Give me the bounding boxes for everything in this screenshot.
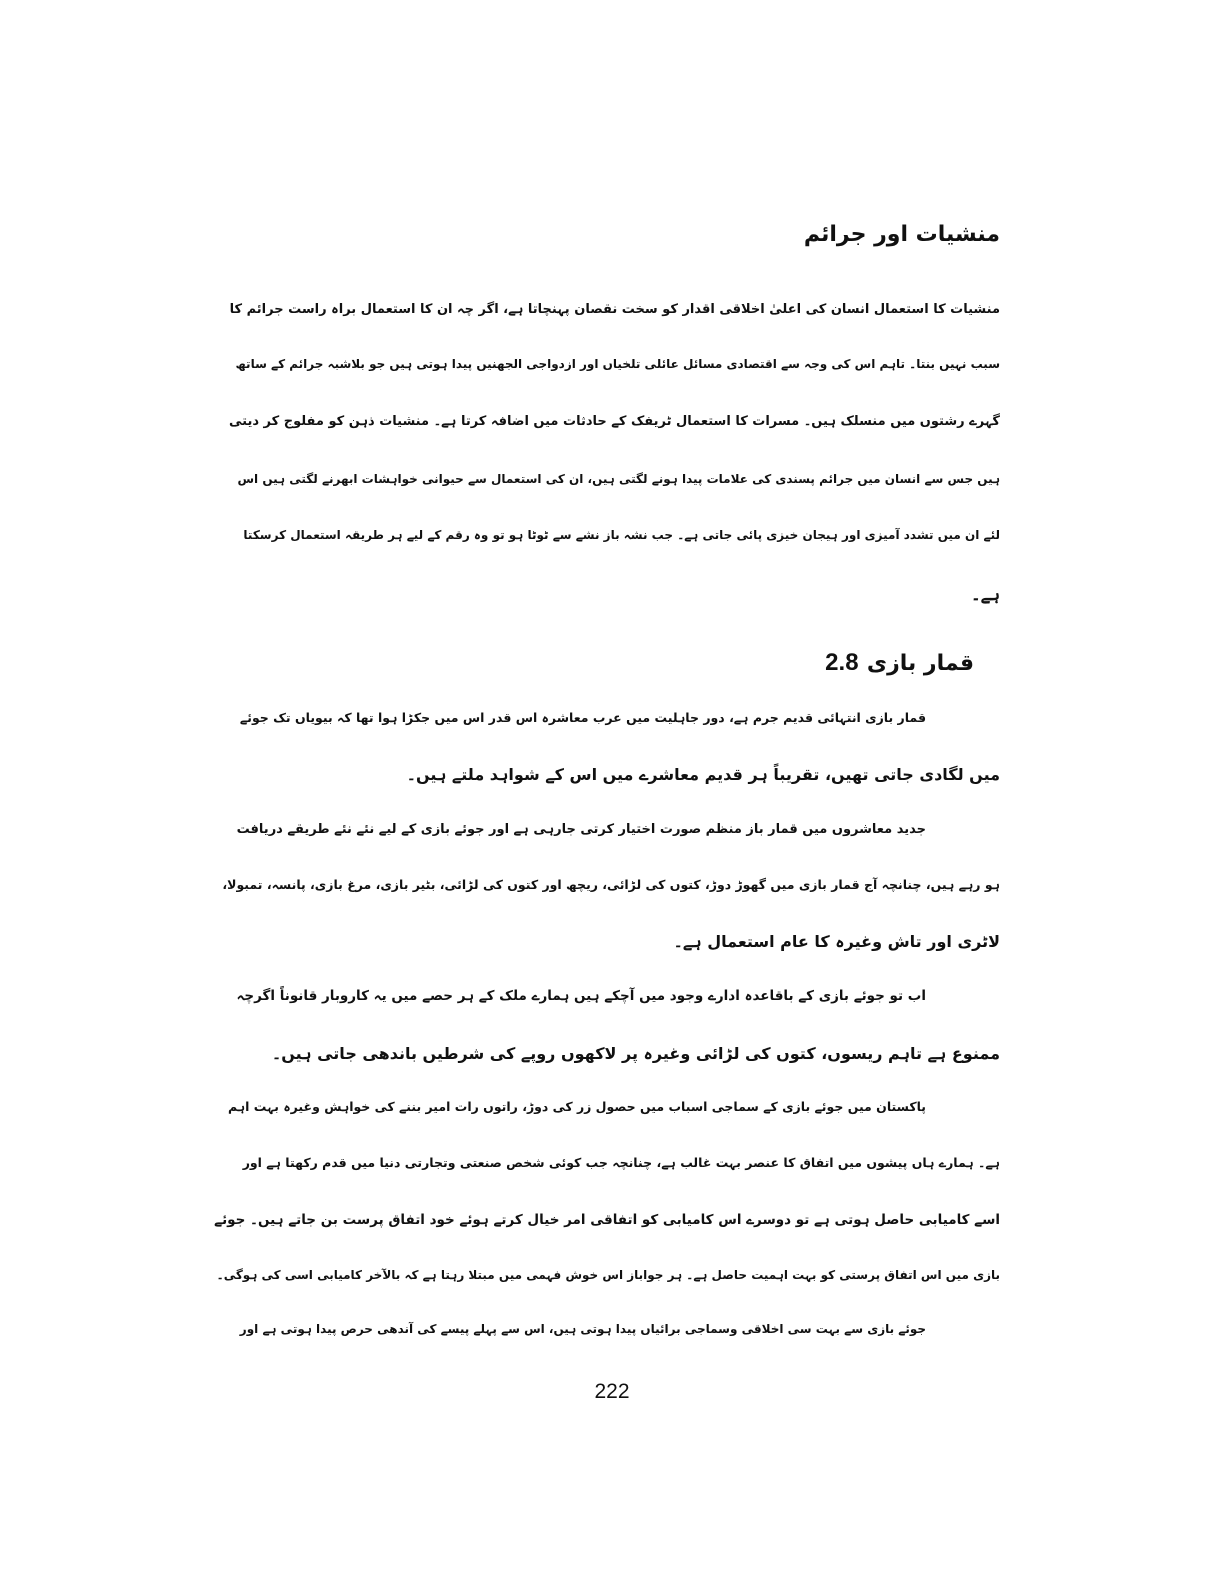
text-line: لئے ان میں تشدد آمیزی اور ہیجان خیزی پائی جاتی ہے۔ جب نشہ باز نشے سے ٹوٹا ہو تو وہ رقم کے لیے ہر طریقہ استعمال کرسکتا — [243, 528, 1000, 542]
text-line: میں لگادی جاتی تھیں، تقریباً ہر قدیم معاشرے میں اس کے شواہد ملتے ہیں۔ — [406, 765, 1000, 784]
text-line: منشیات کا استعمال انسان کی اعلیٰ اخلاقی اقدار کو سخت نقصان پہنچاتا ہے، اگر چہ ان کا استعمال براہ راست جرائم کا — [229, 302, 1000, 317]
text-line: ہے۔ ہمارے ہاں پیشوں میں اتفاق کا عنصر بہت غالب ہے، چنانچہ جب کوئی شخص صنعتی وتجارتی دنیا میں قدم رکھتا ہے اور — [242, 1155, 1000, 1170]
text-line: ہو رہے ہیں، چنانچہ آج قمار بازی میں گھوڑ دوڑ، کتوں کی لڑائی، ریچھ اور کتوں کی لڑائی، بٹیر بازی، مرغ بازی، پانسہ، تمبولا، — [222, 877, 1000, 892]
text-line: گہرے رشتوں میں منسلک ہیں۔ مسرات کا استعمال ٹریفک کے حادثات میں اضافہ کرتا ہے۔ منشیات ذہن کو مفلوج کر دیتی — [228, 414, 1000, 429]
section-number: 2.8 — [825, 649, 859, 676]
text-line: ہیں جس سے انسان میں جرائم پسندی کی علامات پیدا ہونے لگتی ہیں، ان کی استعمال سے حیوانی خواہشات ابھرنے لگتی ہیں اس — [237, 472, 1000, 486]
text-line: بازی میں اس اتفاق پرستی کو بہت اہمیت حاصل ہے۔ ہر جواباز اس خوش فہمی میں مبتلا رہتا ہے کہ بالآخر کامیابی اسی کی ہوگی۔ — [216, 1268, 1000, 1282]
text-line: ممنوع ہے تاہم ریسوں، کتوں کی لڑائی وغیرہ پر لاکھوں روپے کی شرطیں باندھی جاتی ہیں۔ — [271, 1044, 1000, 1063]
section-heading-narcotics-and-crime: منشیات اور جرائم — [803, 222, 1000, 247]
text-line: جدید معاشروں میں قمار باز منظم صورت اختیار کرتی جارہی ہے اور جوئے بازی کے لیے نئے نئے طریقے دریافت — [236, 822, 926, 837]
text-line: اسے کامیابی حاصل ہوتی ہے تو دوسرے اس کامیابی کو اتفاقی امر خیال کرتے ہوئے خود اتفاق پرست بن جاتے ہیں۔ جوئے — [214, 1212, 1000, 1228]
page-number: 222 — [594, 1380, 630, 1403]
section-title: قمار بازی — [866, 651, 974, 676]
text-line: پاکستان میں جوئے بازی کے سماجی اسباب میں حصول زر کی دوڑ، راتوں رات امیر بننے کی خواہش وغیرہ بہت اہم — [227, 1099, 926, 1114]
text-line: لاٹری اور تاش وغیرہ کا عام استعمال ہے۔ — [673, 932, 1000, 951]
gambling-paragraphs — [213, 0, 1000, 1360]
text-line: ہے۔ — [970, 585, 1000, 604]
text-line: سبب نہیں بنتا۔ تاہم اس کی وجہ سے اقتصادی مسائل عائلی تلخیاں اور ازدواجی الجھنیں پیدا ہوتی ہیں جو بلاشبہ جرائم کے ساتھ — [235, 357, 1000, 371]
text-line: قمار بازی انتہائی قدیم جرم ہے، دور جاہلیت میں عرب معاشرہ اس قدر اس میں جکڑا ہوا تھا کہ بیویاں تک جوئے — [239, 710, 926, 725]
text-line: اب تو جوئے بازی کے باقاعدہ ادارے وجود میں آچکے ہیں ہمارے ملک کے ہر حصے میں یہ کاروبار قانوناً اگرچہ — [236, 988, 926, 1004]
text-line: جوئے بازی سے بہت سی اخلاقی وسماجی برائیاں پیدا ہوتی ہیں، اس سے پہلے پیسے کی آندھی حرص پیدا ہوتی ہے اور — [239, 1322, 926, 1336]
